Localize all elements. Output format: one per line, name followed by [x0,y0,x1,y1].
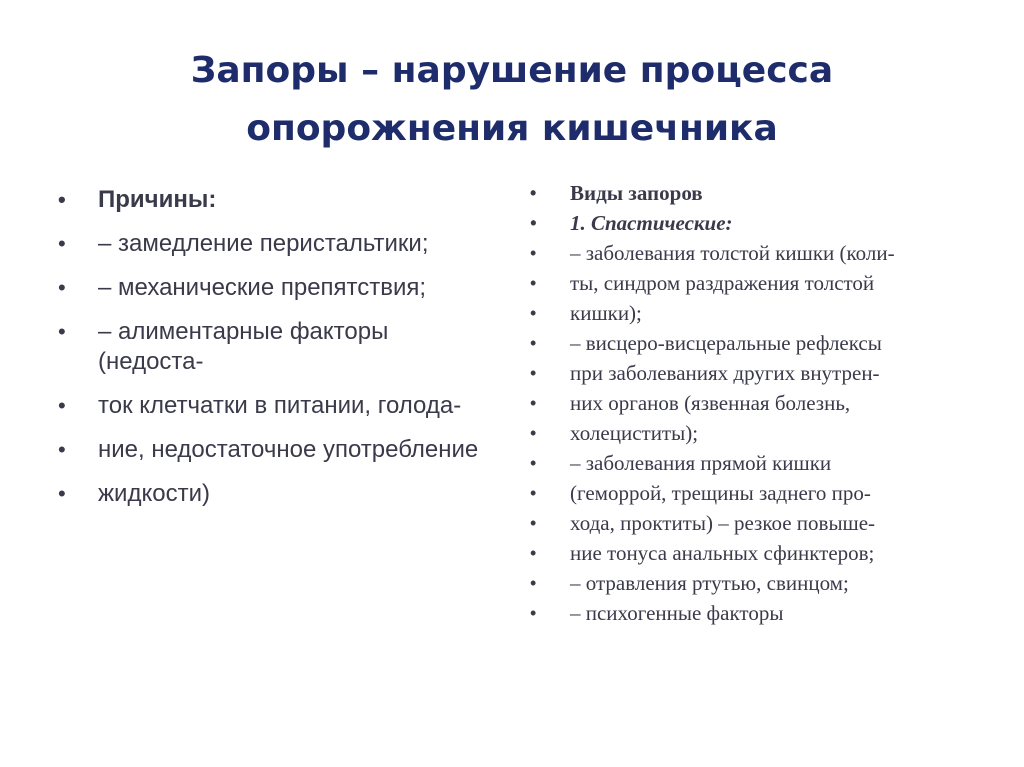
list-item-text: – механические препятствия; [98,274,427,301]
list-item-text: – заболевания толстой кишки (коли- [570,241,895,265]
bullet-icon: • [530,213,537,233]
list-item [530,540,1000,566]
bullet-icon: • [530,483,537,503]
list-item-text: – заболевания прямой кишки [570,451,832,475]
slide-title-line-1: Запоры – нарушение процесса [190,50,834,91]
list-item-text: – отравления ртутью, свинцом; [570,571,849,595]
list-item-text: холециститы); [570,421,699,445]
list-item-text: ние тонуса анальных сфинктеров; [570,541,875,565]
slide-title-line-2: опорожнения кишечника [246,108,778,149]
bullet-icon: • [530,333,537,353]
bullet-icon: • [58,187,66,212]
list-item [58,479,498,509]
bullet-icon: • [530,303,537,323]
bullet-icon: • [58,393,66,418]
list-item-text: – замедление перистальтики; [98,230,429,257]
bullet-icon: • [530,453,537,473]
list-item-text: них органов (язвенная болезнь, [570,391,851,415]
list-item [58,435,498,465]
list-item [58,317,498,377]
list-item-text: – висцеро-висцеральные рефлексы [570,331,882,355]
list-item-text: кишки); [570,301,642,325]
bullet-icon: • [58,437,66,462]
list-item [530,570,1000,596]
bullet-icon: • [530,543,537,563]
list-item-text: ты, синдром раздражения толстой [570,271,875,295]
list-item [530,270,1000,296]
list-item [530,360,1000,386]
bullet-icon: • [58,231,66,256]
bullet-icon: • [530,603,537,623]
types-heading-item [530,180,1000,206]
types-list [530,180,1000,630]
causes-list [58,185,498,523]
types-subheading: 1. Спастические: [570,211,733,235]
list-item [530,330,1000,356]
bullet-icon: • [530,243,537,263]
bullet-icon: • [58,319,66,344]
bullet-icon: • [530,423,537,443]
list-item-text: – психогенные факторы [570,601,784,625]
bullet-icon: • [58,481,66,506]
list-item [530,510,1000,536]
list-item [530,240,1000,266]
list-item [58,273,498,303]
list-item-text: ток клетчатки в питании, голода- [98,392,462,419]
list-item [530,600,1000,626]
bullet-icon: • [530,273,537,293]
types-heading: Виды запоров [570,181,703,205]
bullet-icon: • [530,573,537,593]
list-item [530,480,1000,506]
bullet-icon: • [530,513,537,533]
list-item-text: жидкости) [98,480,210,507]
bullet-icon: • [530,183,537,203]
slide-title [0,42,1024,158]
list-item [58,391,498,421]
bullet-icon: • [530,393,537,413]
list-item-text: хода, проктиты) – резкое повыше- [570,511,876,535]
bullet-icon: • [58,275,66,300]
list-item-text: ние, недостаточное употребление [98,436,479,463]
bullet-icon: • [530,363,537,383]
list-item [530,450,1000,476]
causes-heading: Причины: [98,186,217,213]
types-subheading-item [530,210,1000,236]
list-item [530,420,1000,446]
list-item-text: (геморрой, трещины заднего про- [570,481,871,505]
list-item [530,300,1000,326]
list-item [530,390,1000,416]
causes-heading-item [58,185,498,215]
list-item-text: при заболеваниях других внутрен- [570,361,880,385]
list-item [58,229,498,259]
list-item-text: – алиментарные факторы (недоста- [98,318,389,375]
